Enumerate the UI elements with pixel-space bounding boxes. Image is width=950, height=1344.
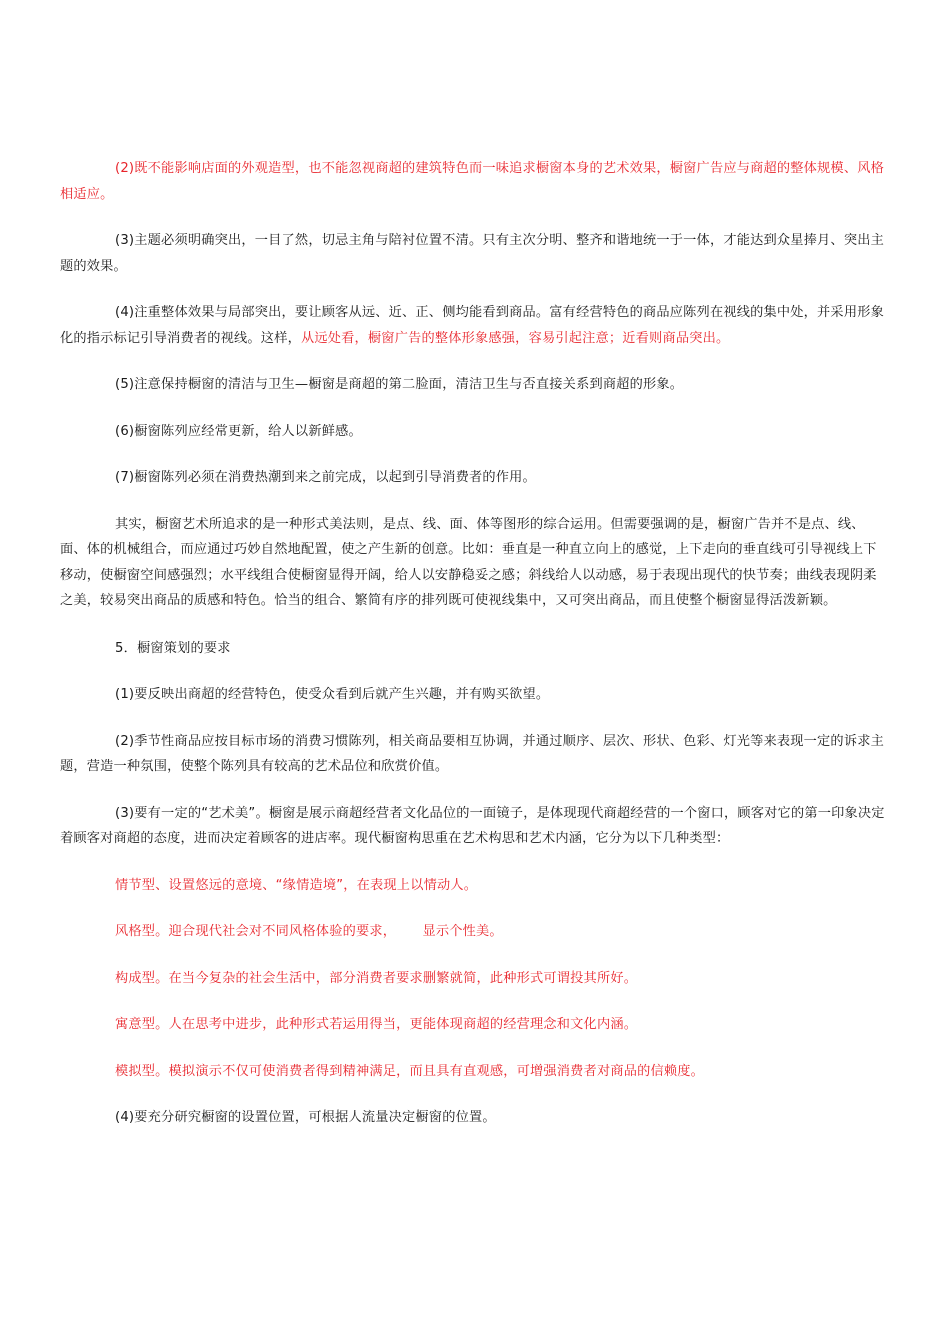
paragraph-number: (1) xyxy=(115,687,135,702)
paragraph-text: 要反映出商超的经营特色，使受众看到后就产生兴趣，并有购买欲望。 xyxy=(134,687,550,702)
type-plot: 情节型、设置悠远的意境、“缘情造境”，在表现上以情动人。 xyxy=(115,877,478,893)
paragraph-number: (3) xyxy=(115,805,135,821)
paragraph-text: 要有一定的“艺术美”。橱窗是展示商超经营者文化品位的一面镜子，是体现现代商超经营的一个窗口，顾客对它的第一印象决定着顾客对商超的态度，进而决定着顾客的进店率。现代橱窗构思重在艺术构思和艺术内涵，它分为以下几种类型： xyxy=(60,805,885,846)
paragraph-number: (3) xyxy=(115,233,135,248)
paragraph-text: 橱窗陈列应经常更新，给人以新鲜感。 xyxy=(134,423,362,439)
paragraph-7 xyxy=(60,465,886,491)
paragraph-number: (6) xyxy=(115,423,135,439)
paragraph-number: (5) xyxy=(115,377,135,392)
requirement-2 xyxy=(60,729,886,780)
document-page xyxy=(60,156,886,1131)
requirement-1 xyxy=(60,682,886,708)
paragraph-text: 季节性商品应按目标市场的消费习惯陈列，相关商品要相互协调，并通过顺序、层次、形状、色彩、灯光等来表现一定的诉求主题，营造一种氛围，使整个陈列具有较高的艺术品位和欣赏价值。 xyxy=(60,733,884,774)
section-heading: 5．橱窗策划的要求 xyxy=(115,640,231,656)
paragraph-2 xyxy=(60,156,886,207)
paragraph-5 xyxy=(60,372,886,398)
paragraph-text: 橱窗陈列必须在消费热潮到来之前完成，以起到引导消费者的作用。 xyxy=(134,470,536,485)
paragraph-number: (4) xyxy=(115,305,135,320)
paragraph-4 xyxy=(60,300,886,351)
paragraph-text: 主题必须明确突出，一目了然，切忌主角与陪衬位置不清。只有主次分明、整齐和谐地统一于一体，才能达到众星捧月、突出主题的效果。 xyxy=(60,233,884,274)
paragraph-6 xyxy=(60,419,886,445)
paragraph-number: (4) xyxy=(115,1110,135,1125)
paragraph-number: (7) xyxy=(115,470,135,485)
type-style: 风格型。迎合现代社会对不同风格体验的要求， 显示个性美。 xyxy=(115,924,503,939)
requirement-4 xyxy=(115,1105,886,1131)
paragraph-text: 要充分研究橱窗的设置位置，可根据人流量决定橱窗的位置。 xyxy=(134,1110,496,1125)
paragraph-text: 其实，橱窗艺术所追求的是一种形式美法则，是点、线、面、体等图形的综合运用。但需要强调的是，橱窗广告并不是点、线、面、体的机械组合，而应通过巧妙自然地配置，使之产生新的创意。比如：垂直是一种直立向上的感觉，上下走向的垂直线可引导视线上下移动，使橱窗空间感强烈；水平线组合使橱窗显得开阔，给人以安静稳妥之感；斜线给人以动感，易于表现出现代的快节奏；曲线表现阴柔之美，较易突出商品的质感和特色。恰当的组合、繁简有序的排列既可使视线集中，又可突出商品，而且使整个橱窗显得活泼新颖。 xyxy=(60,516,877,608)
paragraph-3 xyxy=(60,228,886,279)
paragraph-text: 注重整体效果与局部突出，要让顾客从远、近、正、侧均能看到商品。富有经营特色的商品应陈列在视线的集中处，并采用形象化的指示标记引导消费者的视线。这样， xyxy=(60,305,884,346)
paragraph-text: 既不能影响店面的外观造型，也不能忽视商超的建筑特色而一味追求橱窗本身的艺术效果，橱窗广告应与商超的整体规模、风格相适应。 xyxy=(60,161,884,202)
paragraph-highlight: 从远处看，橱窗广告的整体形象感强，容易引起注意；近看则商品突出。 xyxy=(300,330,730,346)
type-simulation: 模拟型。模拟演示不仅可使消费者得到精神满足，而且具有直观感，可增强消费者对商品的信赖度。 xyxy=(115,1063,705,1079)
paragraph-number: (2) xyxy=(115,161,135,176)
type-composition: 构成型。在当今复杂的社会生活中，部分消费者要求删繁就简，此种形式可谓投其所好。 xyxy=(115,970,638,986)
paragraph-number: (2) xyxy=(115,733,135,749)
paragraph-text: 注意保持橱窗的清洁与卫生—橱窗是商超的第二脸面，清洁卫生与否直接关系到商超的形象。 xyxy=(134,377,684,392)
paragraph-window-art xyxy=(60,512,886,614)
requirement-3 xyxy=(60,801,886,852)
type-allegory: 寓意型。人在思考中进步，此种形式若运用得当，更能体现商超的经营理念和文化内涵。 xyxy=(115,1017,638,1032)
